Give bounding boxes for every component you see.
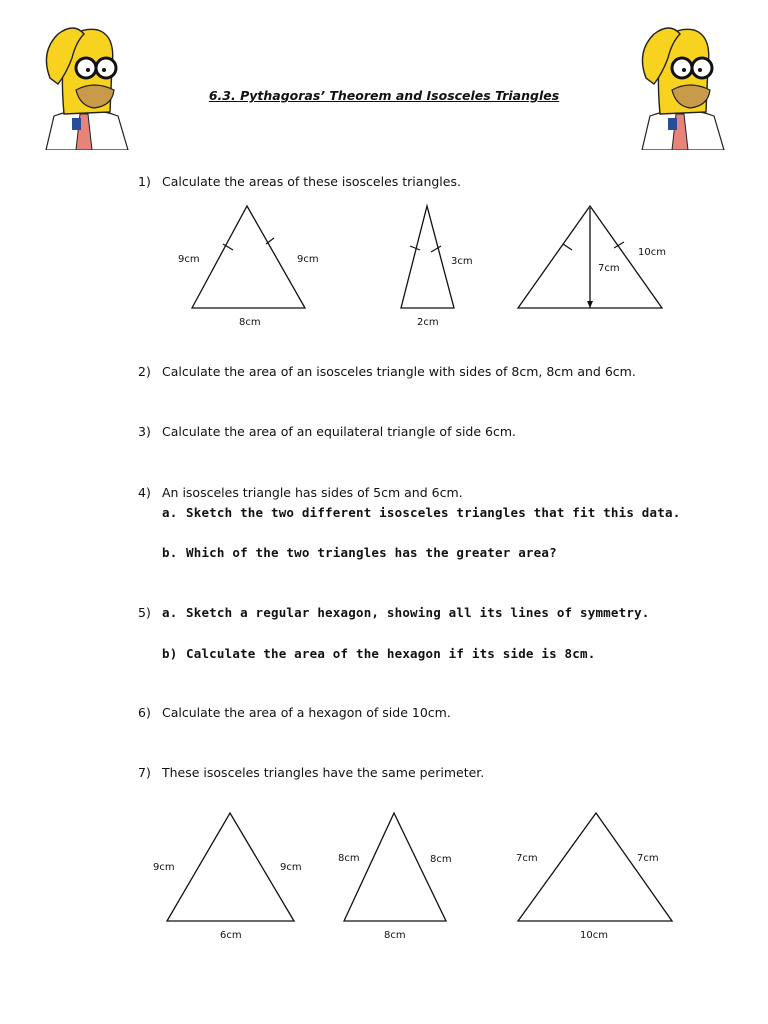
question-4b bbox=[162, 545, 557, 560]
q1-figures bbox=[0, 200, 768, 335]
sub-label: a. bbox=[162, 605, 178, 620]
q7-t2-left-label: 8cm bbox=[338, 853, 360, 864]
question-5a bbox=[162, 605, 650, 620]
q7-t3-left-label: 7cm bbox=[516, 853, 538, 864]
q1-triangle-1 bbox=[178, 206, 319, 328]
question-number: 4) bbox=[138, 485, 151, 500]
q7-triangle-1 bbox=[153, 813, 302, 941]
sub-text: Sketch a regular hexagon, showing all its lines of symmetry. bbox=[186, 605, 650, 620]
q7-t3-base-label: 10cm bbox=[580, 930, 608, 941]
question-5b bbox=[162, 646, 595, 661]
q7-t1-base-label: 6cm bbox=[220, 930, 242, 941]
question-text: These isosceles triangles have the same perimeter. bbox=[162, 765, 485, 780]
question-7 bbox=[138, 765, 484, 780]
worksheet-title: 6.3. Pythagoras’ Theorem and Isosceles Triangles bbox=[208, 88, 560, 103]
q1-t2-side-label: 3cm bbox=[451, 256, 473, 267]
question-text: An isosceles triangle has sides of 5cm and 6cm. bbox=[162, 485, 463, 500]
q7-t1-right-label: 9cm bbox=[280, 862, 302, 873]
q7-t2-base-label: 8cm bbox=[384, 930, 406, 941]
sub-text: Which of the two triangles has the greater area? bbox=[186, 545, 557, 560]
sub-label: b) bbox=[162, 646, 178, 661]
question-text: Calculate the areas of these isosceles triangles. bbox=[162, 174, 461, 189]
q7-triangle-2 bbox=[338, 813, 452, 941]
q7-t3-right-label: 7cm bbox=[637, 853, 659, 864]
q1-t3-height-label: 7cm bbox=[598, 263, 620, 274]
sub-label: b. bbox=[162, 545, 178, 560]
question-4a bbox=[162, 505, 680, 520]
q1-triangle-2 bbox=[401, 206, 473, 328]
question-number: 7) bbox=[138, 765, 151, 780]
sub-label: a. bbox=[162, 505, 178, 520]
question-text: Calculate the area of an equilateral triangle of side 6cm. bbox=[162, 424, 517, 439]
question-1 bbox=[138, 174, 461, 189]
q7-t2-right-label: 8cm bbox=[430, 854, 452, 865]
question-3 bbox=[138, 424, 516, 439]
question-5 bbox=[138, 605, 162, 620]
question-number: 5) bbox=[138, 605, 151, 620]
sub-text: Sketch the two different isosceles triangles that fit this data. bbox=[186, 505, 681, 520]
question-number: 1) bbox=[138, 174, 151, 189]
question-2 bbox=[138, 364, 636, 379]
q1-triangle-3 bbox=[518, 206, 666, 308]
q7-t1-left-label: 9cm bbox=[153, 862, 175, 873]
q1-t2-base-label: 2cm bbox=[417, 317, 439, 328]
q1-t1-base-label: 8cm bbox=[239, 317, 261, 328]
cartoon-mascot-left bbox=[36, 18, 136, 150]
cartoon-mascot-right bbox=[632, 18, 732, 150]
sub-text: Calculate the area of the hexagon if its side is 8cm. bbox=[186, 646, 596, 661]
q1-t3-side-label: 10cm bbox=[638, 247, 666, 258]
question-text: Calculate the area of an isosceles triangle with sides of 8cm, 8cm and 6cm. bbox=[162, 364, 636, 379]
q1-t1-left-label: 9cm bbox=[178, 254, 200, 265]
question-6 bbox=[138, 705, 451, 720]
q1-t1-right-label: 9cm bbox=[297, 254, 319, 265]
question-text: Calculate the area of a hexagon of side 10cm. bbox=[162, 705, 451, 720]
q7-figures bbox=[0, 805, 768, 945]
question-number: 3) bbox=[138, 424, 151, 439]
question-number: 2) bbox=[138, 364, 151, 379]
question-4 bbox=[138, 485, 463, 500]
q7-triangle-3 bbox=[516, 813, 672, 941]
question-number: 6) bbox=[138, 705, 151, 720]
